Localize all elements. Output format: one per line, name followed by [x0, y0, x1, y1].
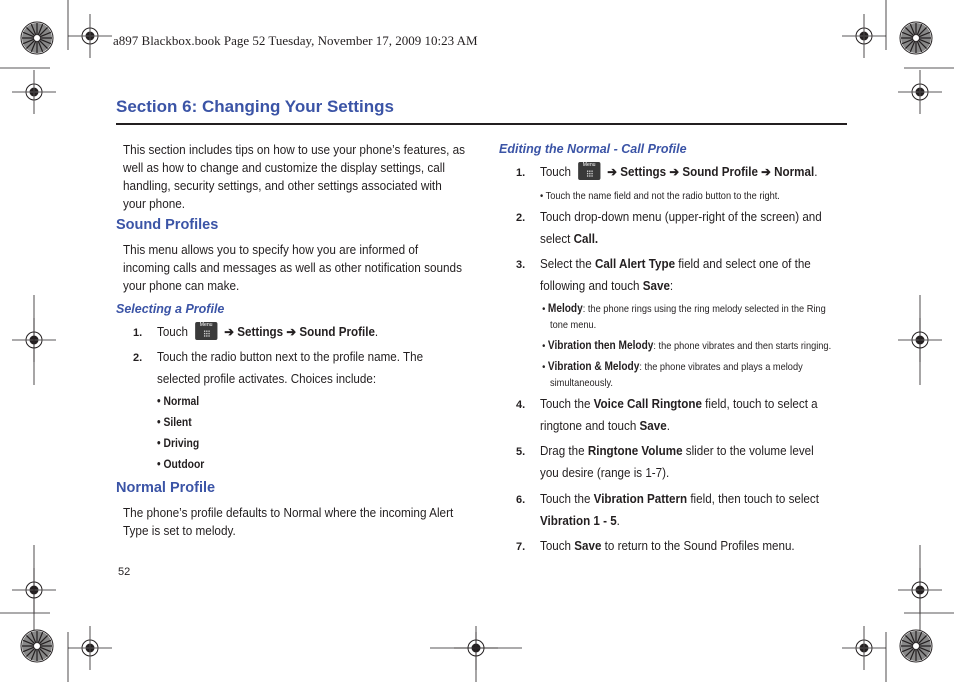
title-rule — [116, 123, 847, 125]
menu-path-settings: Settings — [237, 325, 284, 339]
editing-step-1-note: • Touch the name field and not the radio button to the right. — [540, 190, 780, 202]
option-vibration-and-melody: • Vibration & Melody: the phone vibrates and plays a melody simultaneously. — [542, 361, 803, 389]
step-number: 4. — [516, 399, 526, 411]
heading-editing-call-profile: Editing the Normal - Call Profile — [499, 142, 687, 156]
menu-path-settings: Settings — [620, 165, 667, 179]
editing-step-1 — [540, 161, 817, 183]
menu-path-sound-profile: Sound Profile — [299, 325, 375, 339]
step-number: 1. — [133, 327, 143, 339]
editing-step-3: Select the Call Alert Type field and select one of the following and touch Save: — [540, 257, 811, 293]
heading-normal-profile: Normal Profile — [116, 480, 216, 496]
choice-silent: • Silent — [157, 417, 192, 429]
step-text: Touch — [540, 165, 572, 179]
punctuation: . — [814, 165, 818, 179]
step-number: 5. — [516, 446, 526, 458]
menu-path-sound-profile: Sound Profile — [682, 165, 758, 179]
editing-step-6: Touch the Vibration Pattern field, then touch to select Vibration 1 - 5. — [540, 492, 819, 528]
heading-sound-profiles: Sound Profiles — [116, 217, 219, 233]
arrow-icon: ➔ — [669, 165, 680, 179]
step-number: 3. — [516, 259, 526, 271]
page-number: 52 — [118, 566, 131, 578]
step-number: 2. — [133, 352, 143, 364]
book-header: a897 Blackbox.book Page 52 Tuesday, November 17, 2009 10:23 AM — [113, 33, 478, 48]
editing-step-4: Touch the Voice Call Ringtone field, touch to select a ringtone and touch Save. — [540, 397, 818, 433]
editing-step-2: Touch drop-down menu (upper-right of the screen) and select Call. — [540, 210, 822, 246]
choice-driving: • Driving — [157, 438, 200, 450]
step-number: 7. — [516, 541, 526, 553]
selecting-step-1 — [157, 321, 378, 343]
editing-step-7: Touch Save to return to the Sound Profiles menu. — [540, 539, 795, 553]
option-melody: • Melody: the phone rings using the ring melody selected in the Ring tone menu. — [542, 303, 826, 331]
menu-path-normal: Normal — [774, 165, 815, 179]
arrow-icon: ➔ — [761, 165, 771, 179]
step-text: Touch — [157, 325, 189, 339]
step-number: 6. — [516, 494, 526, 506]
editing-step-5: Drag the Ringtone Volume slider to the volume level you desire (range is 1-7). — [540, 444, 814, 480]
heading-selecting-profile: Selecting a Profile — [116, 302, 225, 316]
punctuation: . — [374, 325, 379, 339]
menu-icon — [578, 162, 600, 180]
arrow-icon: ➔ — [224, 325, 235, 339]
menu-icon — [195, 322, 217, 340]
step-number: 1. — [516, 167, 526, 179]
menu-icon-label: Menu — [582, 162, 596, 168]
arrow-icon: ➔ — [607, 165, 618, 179]
step-number: 2. — [516, 212, 526, 224]
option-vibration-then-melody: • Vibration then Melody: the phone vibrates and then starts ringing. — [542, 340, 832, 352]
selecting-step-2: Touch the radio button next to the profile name. The selected profile activates. Choices include: — [157, 350, 424, 386]
section-title: Section 6: Changing Your Settings — [116, 97, 395, 116]
intro-paragraph: This section includes tips on how to use your phone’s features, as well as how to change and customize the display settings, call handling, security settings, and other settings associated with your phone. — [123, 143, 466, 211]
menu-icon-label: Menu — [199, 322, 213, 328]
normal-profile-paragraph: The phone’s profile defaults to Normal where the incoming Alert Type is set to melody. — [123, 506, 454, 538]
choice-normal: • Normal — [157, 396, 200, 408]
choice-outdoor: • Outdoor — [157, 459, 205, 471]
arrow-icon: ➔ — [286, 325, 297, 339]
sound-profiles-paragraph: This menu allows you to specify how you are informed of incoming calls and messages as well as other notification sounds your phone can make. — [123, 243, 462, 293]
